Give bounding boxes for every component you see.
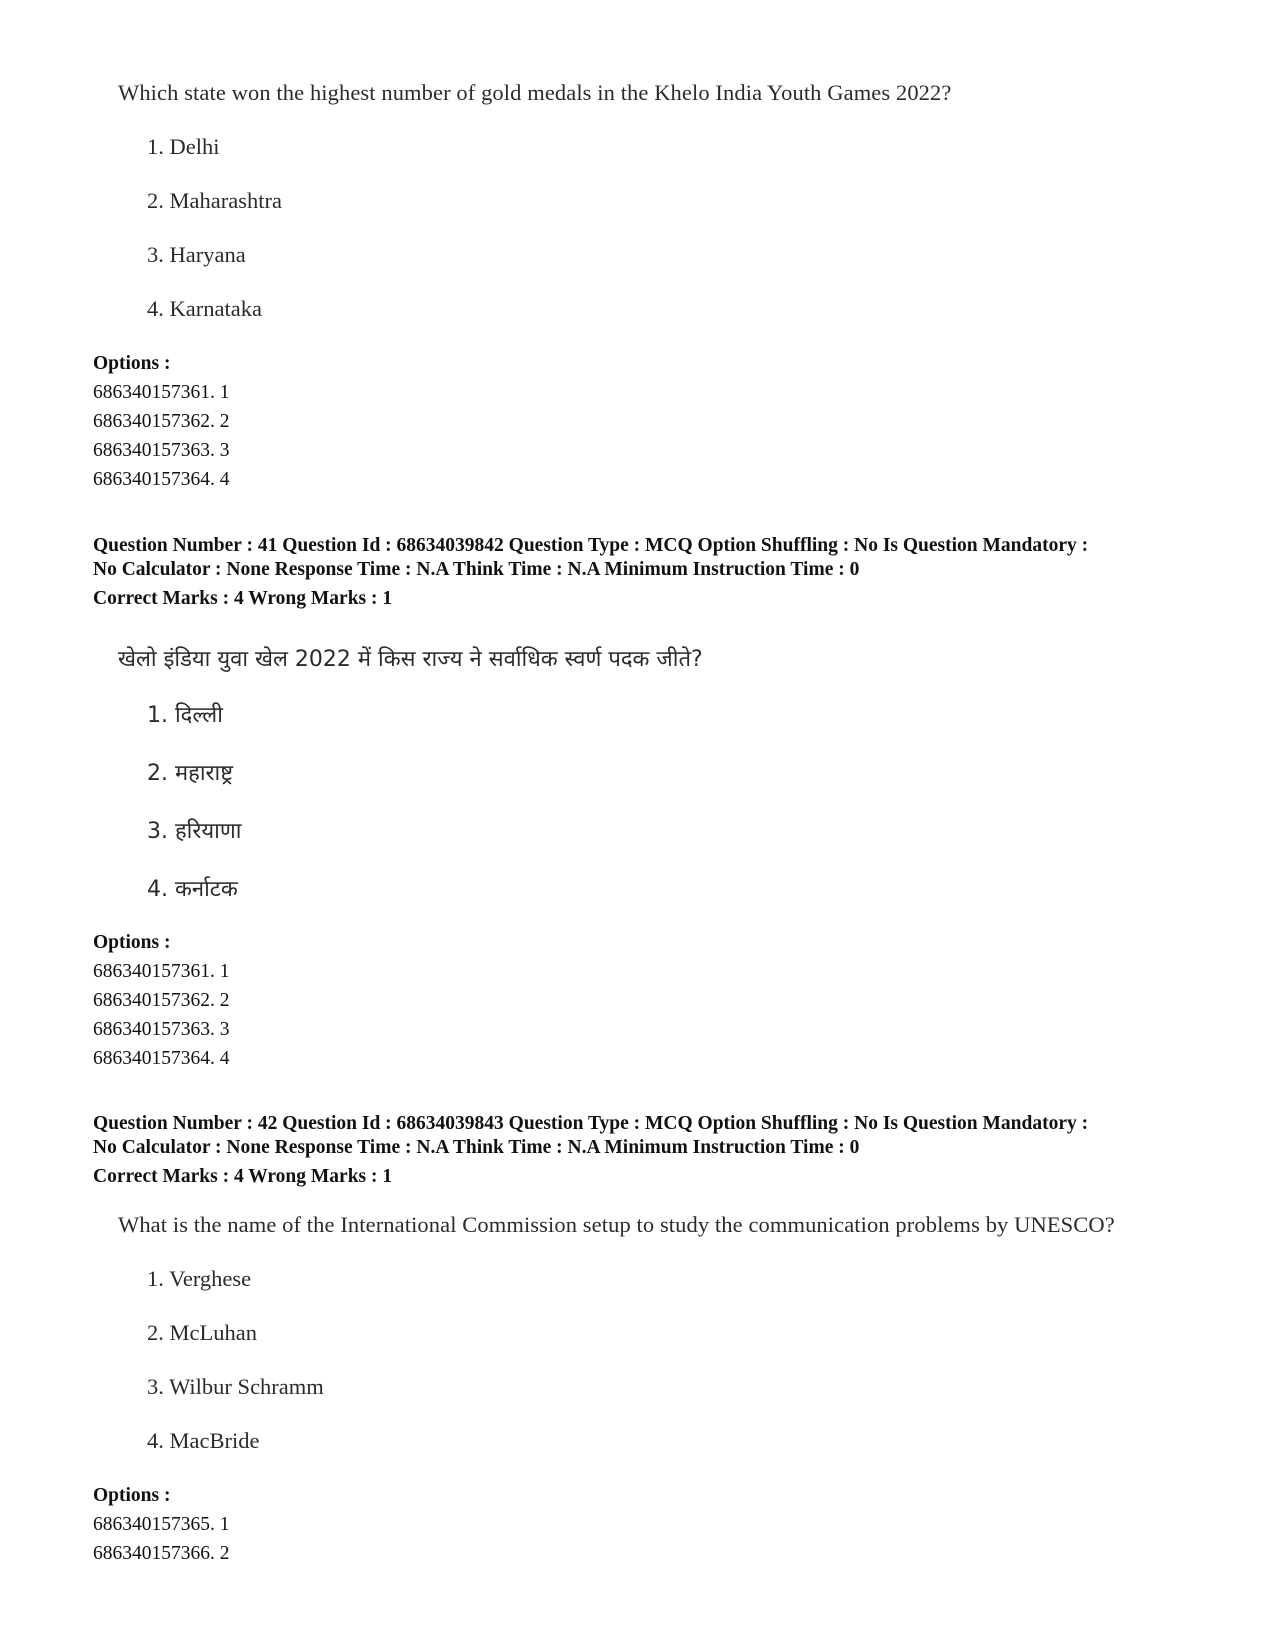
option-id-3: 686340157363. 3 — [93, 1019, 230, 1040]
question-meta-line-2: No Calculator : None Response Time : N.A Think Time : N.A Minimum Instruction Time : 0 — [93, 1137, 860, 1158]
marks-line: Correct Marks : 4 Wrong Marks : 1 — [93, 1166, 393, 1187]
choice-2: 2. Maharashtra — [147, 188, 282, 213]
option-id-4: 686340157364. 4 — [93, 469, 230, 490]
option-id-1: 686340157365. 1 — [93, 1514, 230, 1535]
choice-2: 2. महाराष्ट्र — [147, 761, 234, 786]
question-text-hindi: खेलो इंडिया युवा खेल 2022 में किस राज्य ने सर्वाधिक स्वर्ण पदक जीते? — [118, 647, 703, 672]
question-text: What is the name of the International Commission setup to study the communication problems by UNESCO? — [118, 1212, 1115, 1237]
option-id-1: 686340157361. 1 — [93, 961, 230, 982]
option-id-2: 686340157366. 2 — [93, 1543, 230, 1564]
choice-1: 1. Verghese — [147, 1266, 252, 1291]
option-id-1: 686340157361. 1 — [93, 382, 230, 403]
option-id-2: 686340157362. 2 — [93, 411, 230, 432]
choice-4: 4. Karnataka — [147, 296, 262, 321]
question-meta-line-1: Question Number : 41 Question Id : 68634039842 Question Type : MCQ Option Shuffling : No Is Question Mandatory : — [93, 535, 1089, 556]
option-id-4: 686340157364. 4 — [93, 1048, 230, 1069]
choice-3: 3. Wilbur Schramm — [147, 1374, 324, 1399]
choice-1: 1. Delhi — [147, 134, 220, 159]
choice-1: 1. दिल्ली — [147, 703, 223, 728]
choice-2: 2. McLuhan — [147, 1320, 257, 1345]
question-text: Which state won the highest number of gold medals in the Khelo India Youth Games 2022? — [118, 80, 952, 105]
option-id-2: 686340157362. 2 — [93, 990, 230, 1011]
choice-3: 3. हरियाणा — [147, 819, 242, 844]
marks-line: Correct Marks : 4 Wrong Marks : 1 — [93, 588, 393, 609]
options-label: Options : — [93, 932, 171, 953]
choice-3: 3. Haryana — [147, 242, 246, 267]
question-meta-line-1: Question Number : 42 Question Id : 68634039843 Question Type : MCQ Option Shuffling : No Is Question Mandatory : — [93, 1113, 1089, 1134]
choice-4: 4. MacBride — [147, 1428, 260, 1453]
option-id-3: 686340157363. 3 — [93, 440, 230, 461]
options-label: Options : — [93, 1485, 171, 1506]
options-label: Options : — [93, 353, 171, 374]
question-meta-line-2: No Calculator : None Response Time : N.A Think Time : N.A Minimum Instruction Time : 0 — [93, 559, 860, 580]
choice-4: 4. कर्नाटक — [147, 877, 238, 902]
